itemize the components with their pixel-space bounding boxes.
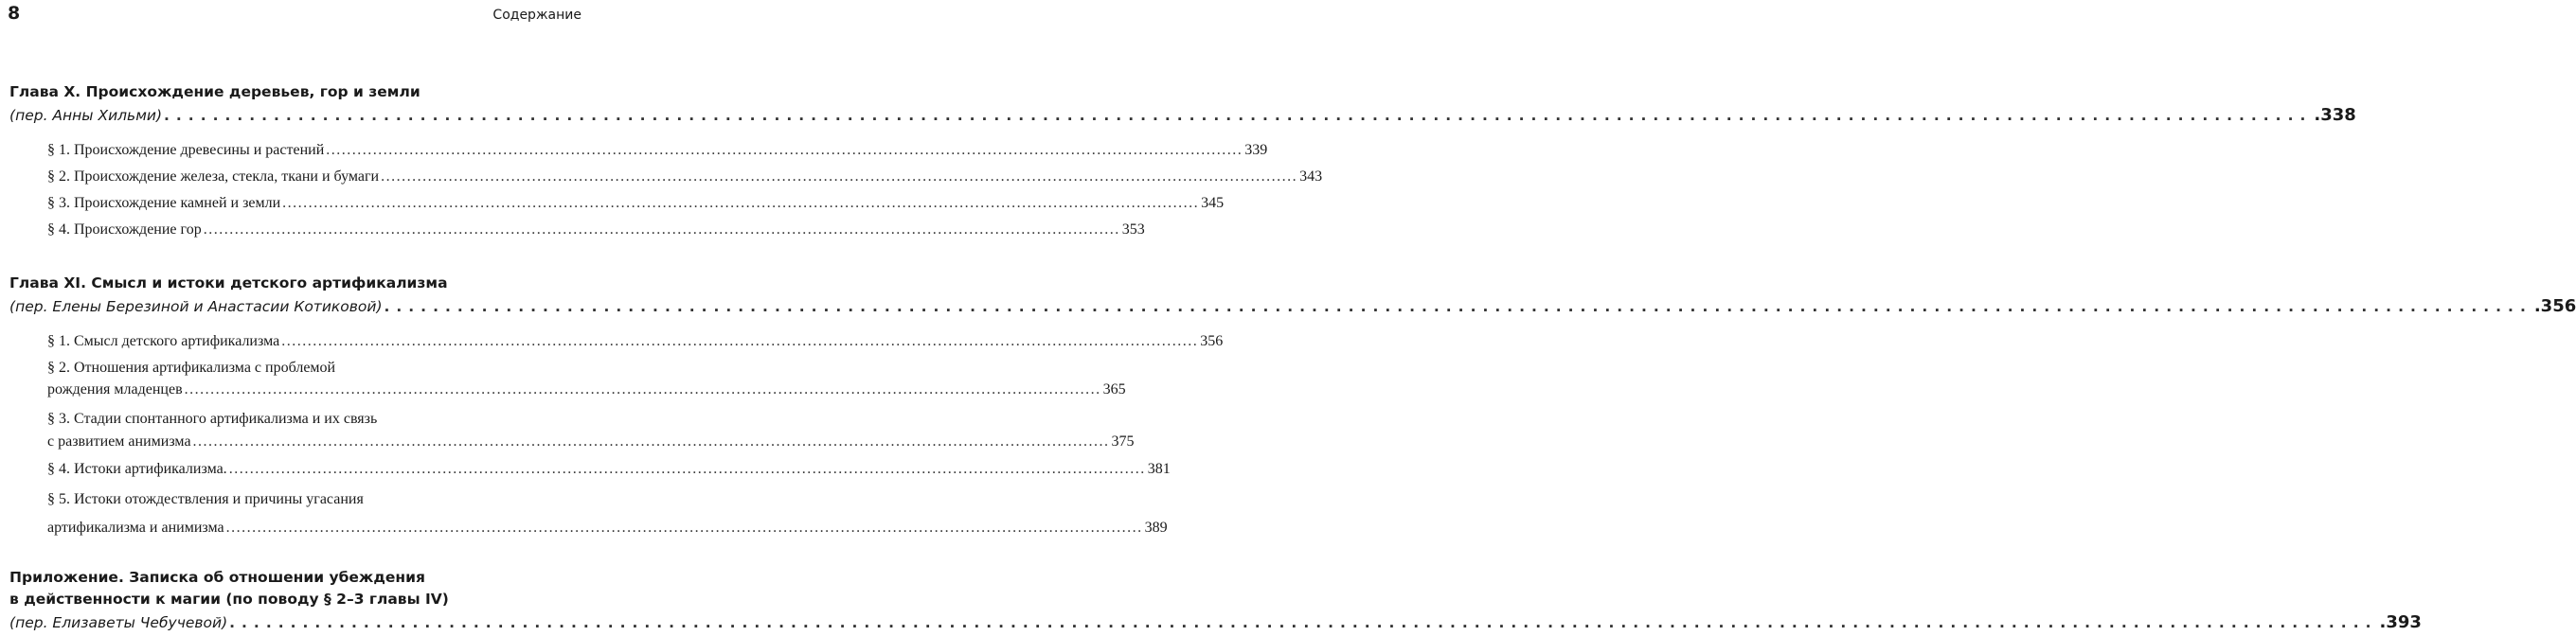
- appendix-page: .393: [2379, 612, 2422, 632]
- toc-entry: [47, 221, 1145, 238]
- toc-entry: [47, 168, 1323, 186]
- section-page: 339: [1244, 142, 1268, 158]
- section-page: 353: [1121, 221, 1145, 238]
- section-title: § 3. Стадии спонтанного артификализма и их связь: [47, 411, 378, 427]
- dot-leader: ................................................................................................................................................................................: [184, 381, 1101, 398]
- chapter-10-translator: (пер. Анны Хильми): [9, 107, 163, 124]
- chapter-11-title: Глава XI. Смысл и истоки детского артификализма: [9, 274, 448, 292]
- section-page: 356: [1200, 333, 1224, 349]
- chapter-10-title-line: [9, 83, 581, 100]
- chapter-10-title: Глава X. Происхождение деревьев, гор и земли: [9, 83, 420, 100]
- chapter-11-page: .356: [2533, 296, 2576, 316]
- appendix-translator: (пер. Елизаветы Чебучевой): [9, 614, 228, 631]
- dot-leader: ................................................................................................................................................................................: [203, 221, 1120, 238]
- section-title-continued: рождения младенцев: [47, 381, 183, 398]
- section-title: § 1. Смысл детского артификализма: [47, 333, 280, 349]
- section-page: 343: [1299, 168, 1323, 185]
- section-page: 375: [1111, 433, 1135, 450]
- appendix-title: Приложение. Записка об отношении убеждения: [9, 569, 425, 586]
- toc-entry-line2: [47, 381, 1126, 398]
- section-title: § 5. Истоки отождествления и причины угасания: [47, 491, 364, 507]
- dot-leader: ................................................................................................................................................................................: [326, 142, 1243, 158]
- chapter-10-page: .338: [2314, 105, 2356, 125]
- dot-leader: ................................................................................................................................................................................: [384, 298, 2532, 315]
- section-page: 345: [1201, 195, 1225, 211]
- toc-entry-line1: [47, 411, 581, 428]
- running-head: Содержание: [492, 8, 581, 23]
- chapter-11-title-line: [9, 274, 581, 292]
- toc-entry: [47, 333, 1224, 350]
- toc-entry: [47, 195, 1225, 212]
- dot-leader: ................................................................................................................................................................................: [225, 520, 1143, 536]
- section-page: 381: [1147, 461, 1171, 477]
- appendix-title-line2: [9, 591, 581, 608]
- chapter-10-translator-line: [9, 105, 2356, 125]
- toc-entry: [47, 461, 1171, 478]
- section-title: § 2. Происхождение железа, стекла, ткани и бумаги: [47, 168, 380, 185]
- appendix-title-continued: в действенности к магии (по поводу § 2–3 главы IV): [9, 591, 449, 608]
- page-number: 8: [8, 3, 21, 24]
- appendix-translator-line: [9, 612, 2422, 632]
- dot-leader: ................................................................................................................................................................................: [192, 433, 1110, 450]
- section-title: § 3. Происхождение камней и земли: [47, 195, 281, 211]
- section-title: § 2. Отношения артификализма с проблемой: [47, 360, 336, 376]
- toc-entry: [47, 142, 1268, 159]
- dot-leader: ................................................................................................................................................................................: [281, 333, 1199, 349]
- toc-entry-line2: [47, 520, 1168, 537]
- dot-leader: ................................................................................................................................................................................: [229, 614, 2378, 631]
- section-page: 365: [1102, 381, 1126, 398]
- section-title: § 4. Происхождение гор: [47, 221, 202, 238]
- dot-leader: ................................................................................................................................................................................: [164, 107, 2313, 124]
- appendix-title-line1: [9, 569, 581, 586]
- toc-entry-line1: [47, 360, 581, 377]
- section-title: § 1. Происхождение древесины и растений: [47, 142, 325, 158]
- toc-entry-line2: [47, 433, 1135, 450]
- dot-leader: ................................................................................................................................................................................: [381, 168, 1298, 185]
- section-title-continued: артификализма и анимизма: [47, 520, 224, 536]
- dot-leader: ................................................................................................................................................................................: [228, 461, 1146, 477]
- section-title: § 4. Истоки артификализма.: [47, 461, 227, 477]
- section-title-continued: с развитием анимизма: [47, 433, 191, 450]
- toc-entry-line1: [47, 491, 581, 508]
- section-page: 389: [1144, 520, 1168, 536]
- dot-leader: ................................................................................................................................................................................: [282, 195, 1200, 211]
- chapter-11-translator: (пер. Елены Березиной и Анастасии Котиковой): [9, 298, 383, 315]
- chapter-11-translator-line: [9, 296, 2576, 316]
